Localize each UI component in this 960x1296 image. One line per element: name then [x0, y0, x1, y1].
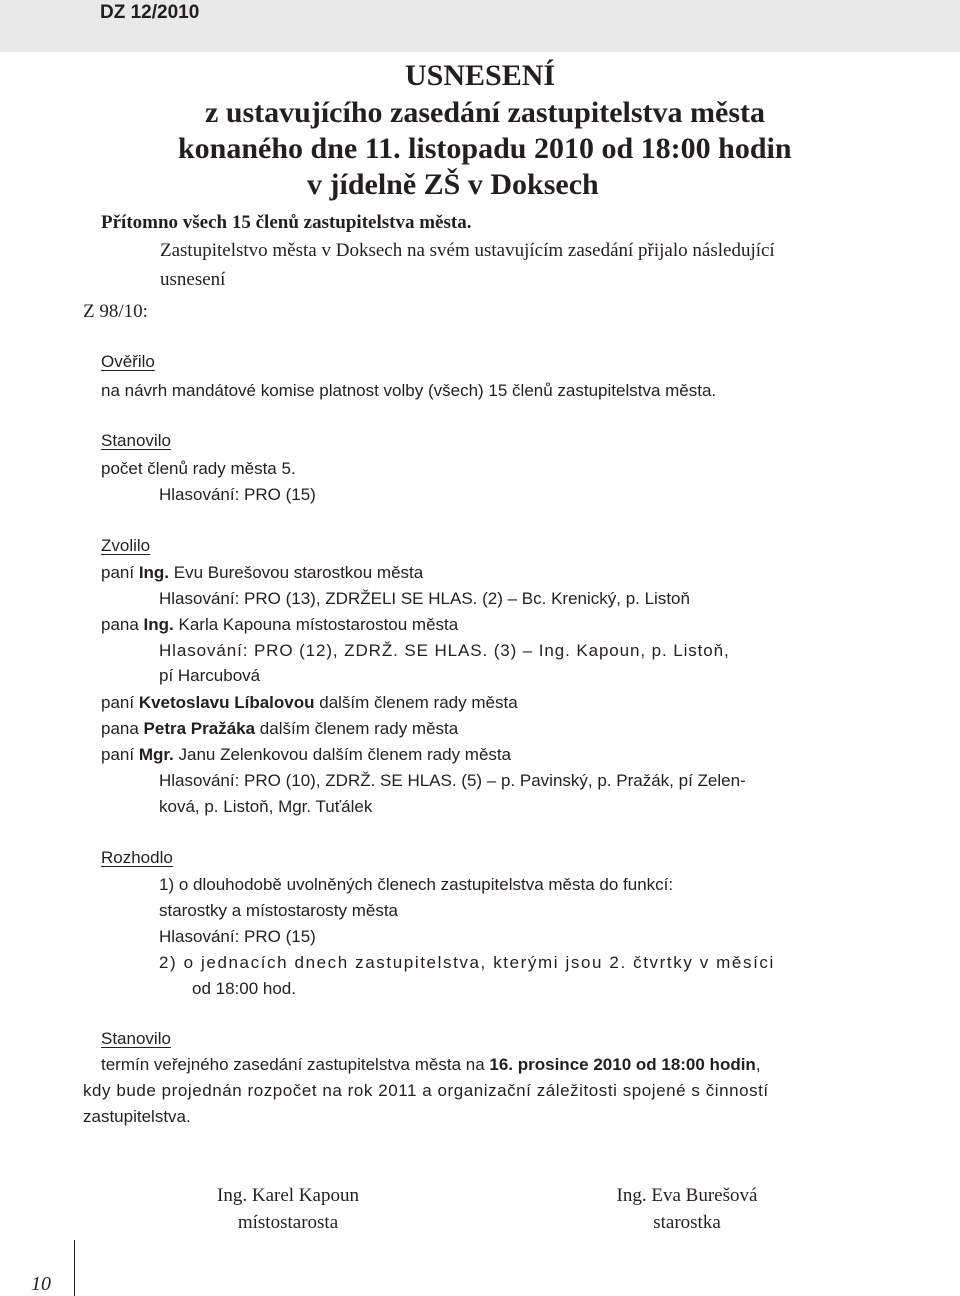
- issue-label: DZ 12/2010: [100, 2, 200, 23]
- zvolilo-vote-3b: ková, p. Listoň, Mgr. Tuťálek: [159, 797, 373, 816]
- signature-left-role: místostarosta: [237, 1212, 339, 1233]
- intro-line2: usnesení: [160, 269, 226, 290]
- signature-right-name: Ing. Eva Burešová: [616, 1185, 758, 1206]
- rozhodlo-item2-cont: od 18:00 hod.: [192, 979, 296, 998]
- heading-zvolilo: Zvolilo: [101, 536, 151, 555]
- margin-rule: [74, 1240, 75, 1296]
- zvolilo-line8: paní Mgr. Janu Zelenkovou dalším členem rady města: [101, 745, 512, 764]
- overilo-text: na návrh mandátové komise platnost volby (všech) 15 členů zastupitelstva města.: [101, 381, 717, 400]
- stanovilo-1-vote: Hlasování: PRO (15): [159, 485, 316, 504]
- rozhodlo-item2: 2) o jednacích dnech zastupitelstva, kterými jsou 2. čtvrtky v měsíci: [159, 953, 775, 972]
- page-number: 10: [31, 1273, 51, 1295]
- zvolilo-vote-1: Hlasování: PRO (13), ZDRŽELI SE HLAS. (2) – Bc. Krenický, p. Listoň: [159, 589, 690, 608]
- stanovilo-2-line1: termín veřejného zasedání zastupitelstva města na 16. prosince 2010 od 18:00 hodin,: [101, 1055, 761, 1074]
- heading-stanovilo-1: Stanovilo: [101, 431, 171, 450]
- zvolilo-vote-2b: pí Harcubová: [159, 666, 261, 685]
- title-line2: z ustavujícího zasedání zastupitelstva města: [205, 96, 765, 129]
- stanovilo-2-line3: zastupitelstva.: [83, 1107, 191, 1126]
- rozhodlo-item1-cont: starostky a místostarosty města: [159, 901, 399, 920]
- title-line4: v jídelně ZŠ v Doksech: [307, 168, 599, 201]
- signature-right-role: starostka: [653, 1212, 721, 1233]
- heading-overilo: Ověřilo: [101, 352, 155, 371]
- present-line: Přítomno všech 15 členů zastupitelstva města.: [101, 212, 472, 233]
- heading-stanovilo-2: Stanovilo: [101, 1029, 171, 1048]
- zvolilo-line6: paní Kvetoslavu Líbalovou dalším členem rady města: [101, 693, 518, 712]
- title-line1: USNESENÍ: [405, 59, 556, 92]
- stanovilo-2-line2: kdy bude projednán rozpočet na rok 2011 a organizační záležitosti spojené s činností: [83, 1081, 769, 1100]
- zvolilo-vote-3: Hlasování: PRO (10), ZDRŽ. SE HLAS. (5) – p. Pavinský, p. Pražák, pí Zelen-: [159, 771, 746, 790]
- zvolilo-line7: pana Petra Pražáka dalším členem rady města: [101, 719, 459, 738]
- rozhodlo-vote: Hlasování: PRO (15): [159, 927, 316, 946]
- resolution-number: Z 98/10:: [83, 301, 148, 322]
- stanovilo-1-text: počet členů rady města 5.: [101, 459, 296, 478]
- zvolilo-vote-2: Hlasování: PRO (12), ZDRŽ. SE HLAS. (3) – Ing. Kapoun, p. Listoň,: [159, 641, 730, 660]
- title-line3: konaného dne 11. listopadu 2010 od 18:00 hodin: [178, 132, 792, 165]
- zvolilo-line1: paní Ing. Evu Burešovou starostkou města: [101, 563, 424, 582]
- rozhodlo-item1: 1) o dlouhodobě uvolněných členech zastupitelstva města do funkcí:: [159, 875, 674, 894]
- zvolilo-line3: pana Ing. Karla Kapouna místostarostou města: [101, 615, 459, 634]
- intro-line1: Zastupitelstvo města v Doksech na svém ustavujícím zasedání přijalo následující: [160, 240, 775, 261]
- signature-left-name: Ing. Karel Kapoun: [217, 1185, 359, 1206]
- heading-rozhodlo: Rozhodlo: [101, 848, 173, 867]
